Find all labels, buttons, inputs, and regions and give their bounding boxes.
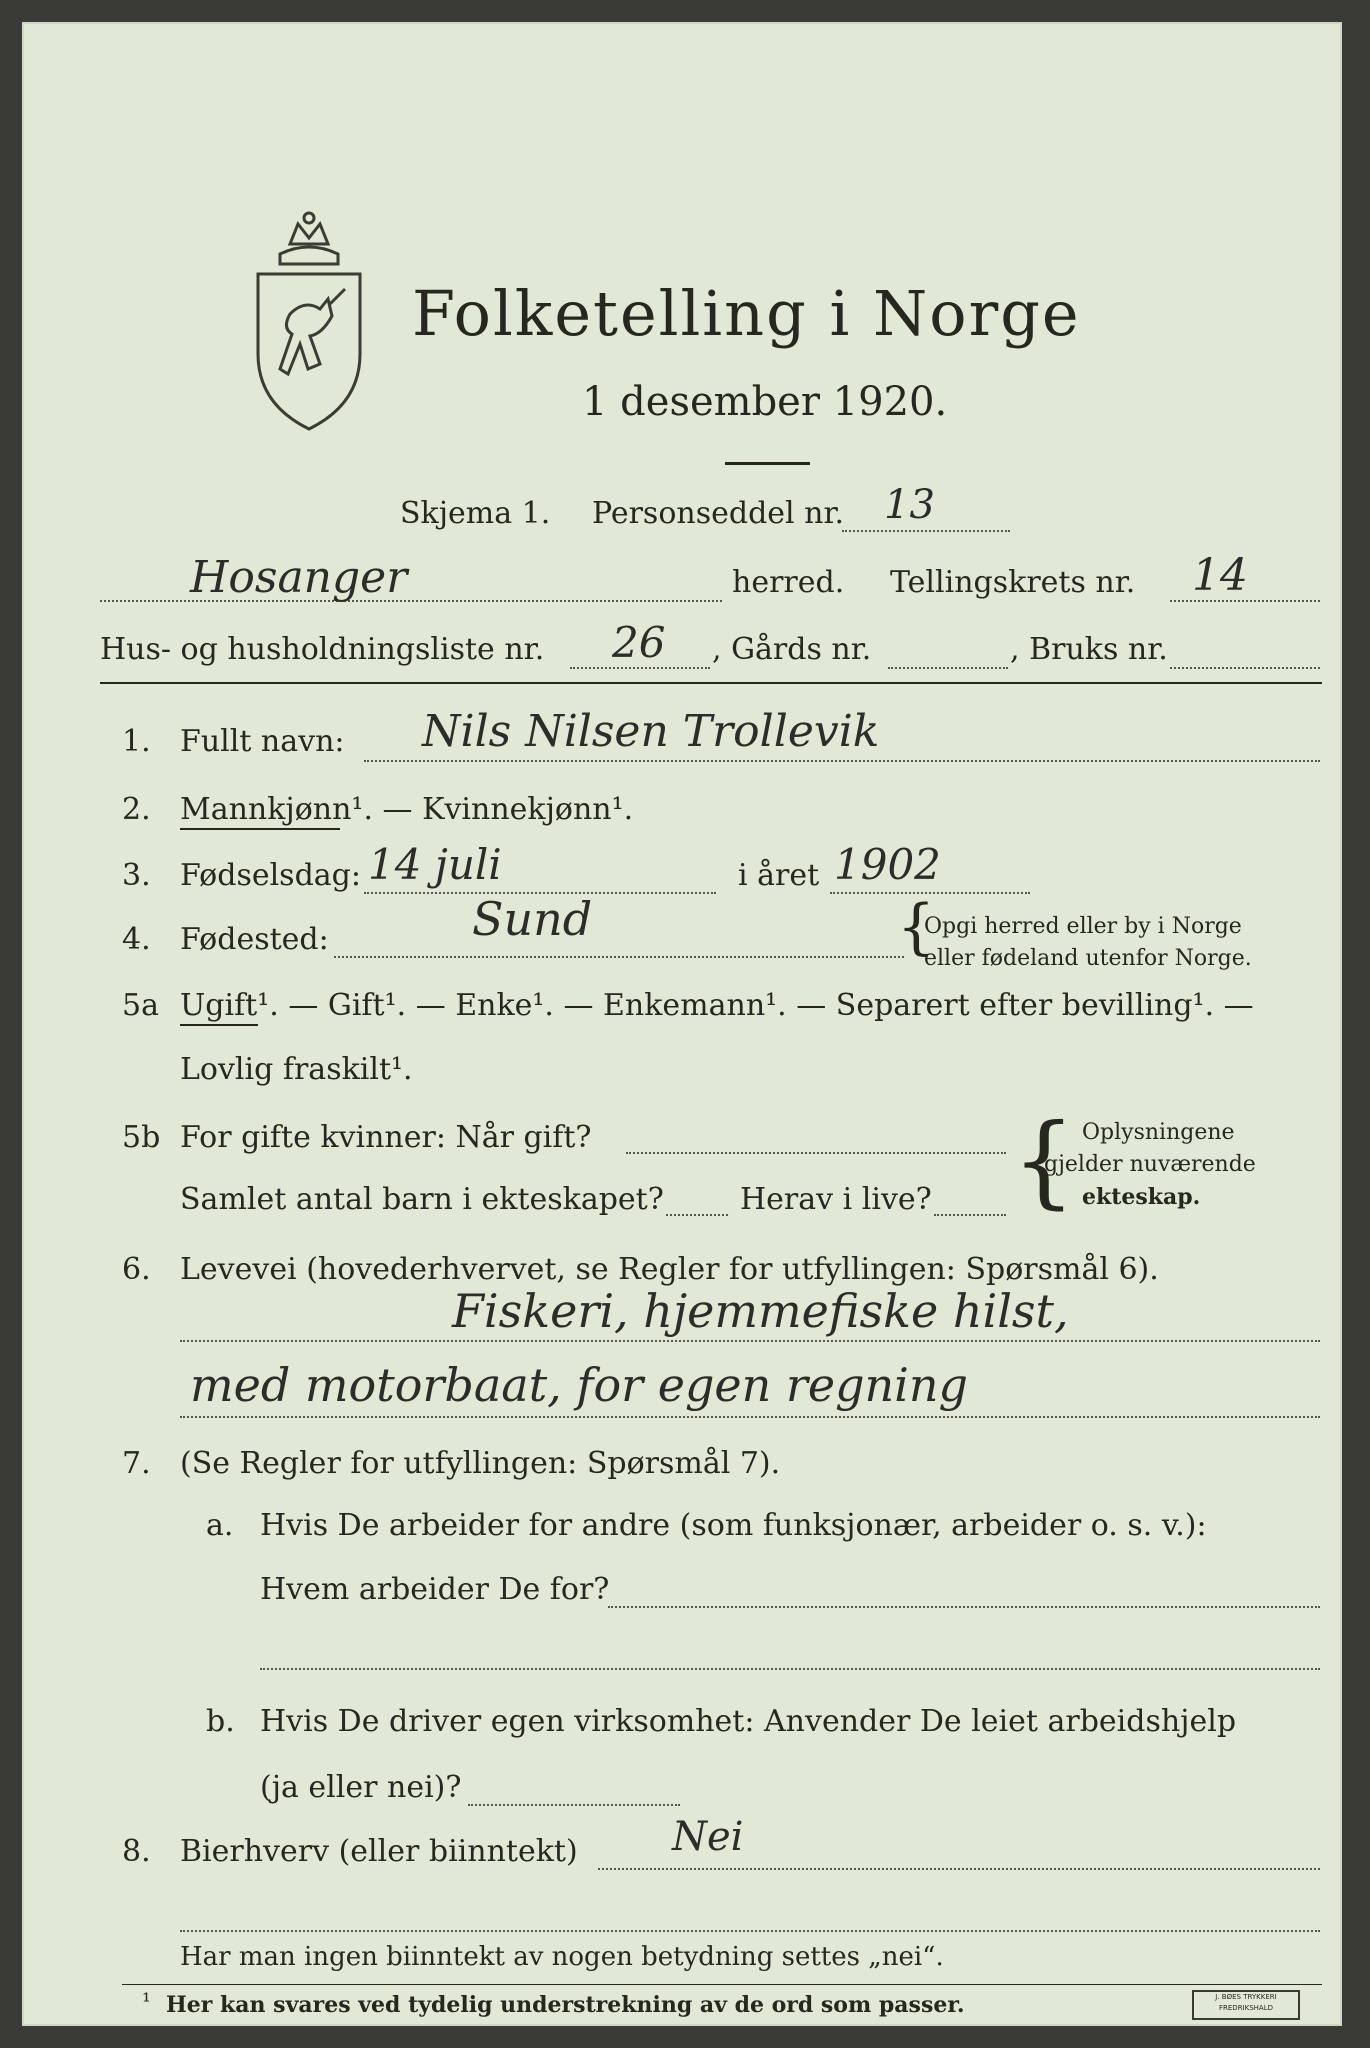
q8-value: Nei [672, 1814, 744, 1860]
printer-stamp [1192, 1990, 1300, 2020]
q7b-label-2: (ja eller nei)? [260, 1770, 462, 1805]
q5b-label-2: Samlet antal barn i ekteskapet? [180, 1182, 664, 1217]
census-form [22, 22, 1342, 2026]
herred-label: herred. [732, 565, 845, 600]
q7-number: 7. [122, 1446, 151, 1481]
q1-line [364, 760, 1320, 762]
q4-line [334, 956, 904, 958]
q5a-label-2: Lovlig fraskilt¹. [180, 1052, 413, 1087]
q5a-label: Ugift¹. — Gift¹. — Enke¹. — Enkemann¹. — Separert efter bevilling¹. — [180, 988, 1254, 1023]
q4-number: 4. [122, 922, 151, 957]
q4-value: Sund [472, 892, 593, 946]
printer-stamp-line-1: J. BØES TRYKKERI [1215, 1993, 1277, 2001]
herred-value: Hosanger [190, 552, 408, 603]
bruks-line [1170, 667, 1320, 669]
q5b-note-2: gjelder nuværende [1044, 1152, 1256, 1177]
header-divider [100, 682, 1322, 684]
q2-label: Mannkjønn¹. — Kvinnekjønn¹. [180, 792, 634, 827]
printer-stamp-line-2: FREDRIKSHALD [1218, 2004, 1273, 2012]
q5b-note-3: ekteskap. [1082, 1184, 1201, 1210]
title-divider [725, 462, 810, 465]
q7b-label: Hvis De driver egen virksomhet: Anvender De leiet arbeidshjelp [260, 1704, 1237, 1739]
personseddel-line [842, 530, 1010, 532]
q2-number: 2. [122, 792, 151, 827]
q7a-line-2 [260, 1668, 1320, 1670]
form-date: 1 desember 1920. [582, 379, 948, 425]
coat-of-arms-icon [250, 204, 368, 434]
q3-value: 14 juli [368, 840, 502, 889]
personseddel-label: Personseddel nr. [592, 496, 845, 531]
q6-value-2: med motorbaat, for egen regning [190, 1358, 968, 1412]
q6-line-1 [180, 1340, 1320, 1342]
q7b-number: b. [206, 1704, 235, 1739]
q5b-number: 5b [122, 1120, 161, 1155]
footer-divider [122, 1984, 1322, 1985]
q5a-underline [180, 1024, 258, 1026]
q3-year-value: 1902 [834, 840, 941, 889]
q6-line-2 [180, 1416, 1320, 1418]
q5b-label: For gifte kvinner: Når gift? [180, 1120, 592, 1155]
q3-label: Fødselsdag: [180, 858, 361, 893]
personseddel-value: 13 [884, 482, 935, 528]
q4-label: Fødested: [180, 922, 329, 957]
tellingskrets-value: 14 [1192, 550, 1248, 601]
q1-number: 1. [122, 724, 151, 759]
q5b-brace: { [1012, 1102, 1076, 1219]
hus-label: Hus- og husholdningsliste nr. [100, 632, 545, 667]
q5b-note-1: Oplysningene [1082, 1120, 1235, 1145]
skjema-label: Skjema 1. [400, 496, 551, 531]
q3-number: 3. [122, 858, 151, 893]
q8-line-1 [598, 1868, 1320, 1870]
q7a-label-2: Hvem arbeider De for? [260, 1572, 610, 1607]
q3-year-label: i året [738, 858, 820, 893]
q7a-line-1 [608, 1606, 1320, 1608]
q4-note-2: eller fødeland utenfor Norge. [924, 946, 1252, 971]
q5b-label-3: Herav i live? [740, 1182, 932, 1217]
footnote-mark: ¹ [142, 1990, 151, 2015]
tellingskrets-label: Tellingskrets nr. [890, 565, 1136, 600]
bruks-label: , Bruks nr. [1010, 632, 1168, 667]
q5a-number: 5a [122, 988, 159, 1023]
q8-line-2 [180, 1930, 1320, 1932]
q5b-children-line [666, 1214, 728, 1216]
hus-value: 26 [612, 618, 666, 667]
q6-label: Levevei (hovederhvervet, se Regler for utfyllingen: Spørsmål 6). [180, 1252, 1159, 1287]
q1-value: Nils Nilsen Trollevik [422, 706, 880, 757]
footer-note: Har man ingen biinntekt av nogen betydning settes „nei“. [180, 1942, 944, 1972]
footnote-text: Her kan svares ved tydelig understrekning av de ord som passer. [166, 1992, 965, 2018]
q8-label: Bierhverv (eller biinntekt) [180, 1834, 578, 1869]
q7b-line [468, 1804, 680, 1806]
form-title: Folketelling i Norge [412, 277, 1081, 350]
q1-label: Fullt navn: [180, 724, 345, 759]
q5b-alive-line [934, 1214, 1006, 1216]
hus-line [570, 667, 710, 669]
q8-number: 8. [122, 1834, 151, 1869]
q7a-number: a. [206, 1508, 234, 1543]
q6-value-1: Fiskeri, hjemmefiske hilst, [452, 1284, 1069, 1338]
q4-brace: { [897, 892, 936, 962]
q7-label: (Se Regler for utfyllingen: Spørsmål 7). [180, 1446, 781, 1481]
gards-label: , Gårds nr. [712, 632, 872, 667]
q2-underline [180, 828, 340, 830]
q7a-label: Hvis De arbeider for andre (som funksjonær, arbeider o. s. v.): [260, 1508, 1207, 1543]
gards-line [888, 667, 1008, 669]
q5b-married-line [626, 1152, 1006, 1154]
q6-number: 6. [122, 1252, 151, 1287]
q4-note-1: Opgi herred eller by i Norge [924, 914, 1242, 939]
